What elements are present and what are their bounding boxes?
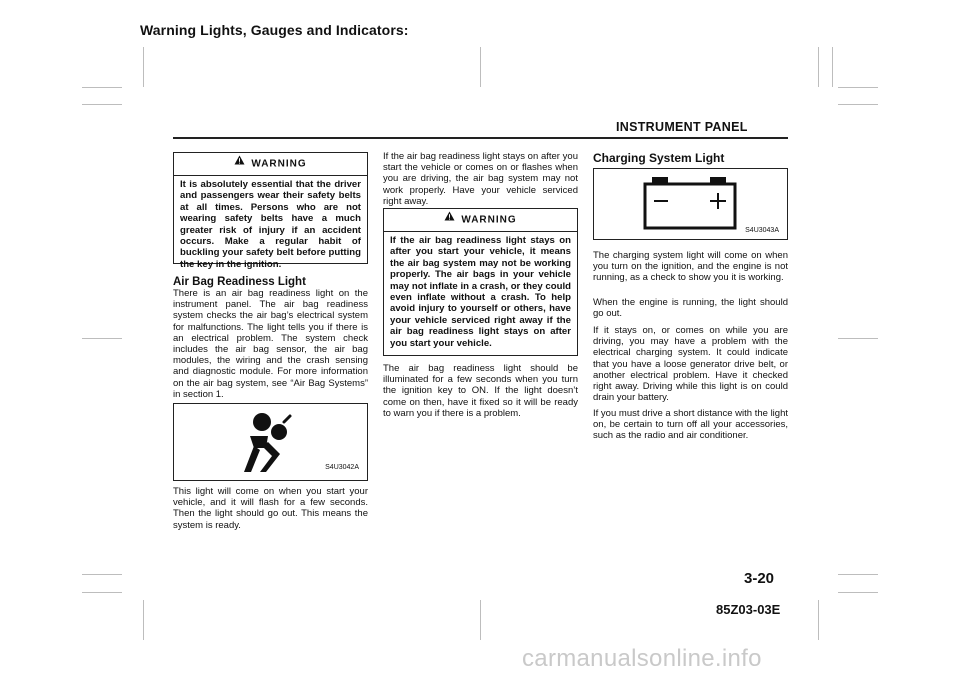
charging-paragraph-2: When the engine is running, the light should go out. (593, 297, 788, 320)
crop-mark (838, 338, 878, 339)
crop-mark (818, 47, 819, 87)
middle-paragraph-1: If the air bag readiness light stays on after you start the vehicle or comes on or flashes when you are driving, the air bag system may not work properly. Have your vehicle serviced right away. (383, 151, 578, 207)
warning-label: WARNING (251, 158, 307, 170)
charging-paragraph-4: If you must drive a short distance with the light on, be certain to turn off all your accessories, such as the radio and air conditioner. (593, 408, 788, 442)
airbag-paragraph-2: This light will come on when you start your vehicle, and it will flash for a few seconds. Then the light should go out. This means the system is ready. (173, 486, 368, 531)
crop-mark (838, 87, 878, 88)
warning-header (174, 153, 367, 176)
crop-mark (82, 87, 122, 88)
warning-header (384, 209, 577, 232)
running-header-title: Warning Lights, Gauges and Indicators: (140, 22, 409, 38)
warning-triangle-icon (444, 208, 455, 230)
crop-mark (480, 600, 481, 640)
crop-mark (143, 600, 144, 640)
section-title: INSTRUMENT PANEL (616, 120, 748, 134)
watermark: carmanualsonline.info (522, 645, 762, 672)
airbag-person-icon (232, 410, 312, 476)
warning-text: It is absolutely essential that the driver and passengers wear their safety belts at all times. Persons who are not wearing safety belts have a much greater risk of injury if an accident occurs. Make a regular habit of buckling your safety belt before putting the key in the ignition. (180, 179, 361, 270)
figure-code: S4U3043A (745, 227, 779, 234)
charging-heading: Charging System Light (593, 151, 725, 165)
crop-mark (838, 104, 878, 105)
airbag-figure (173, 403, 368, 481)
warning-box-safety-belt (173, 152, 368, 270)
crop-mark (82, 574, 122, 575)
warning-box-airbag (383, 208, 578, 356)
crop-mark (480, 47, 481, 87)
crop-mark (82, 104, 122, 105)
header-rule (173, 137, 788, 139)
middle-paragraph-2: The air bag readiness light should be illuminated for a few seconds when you turn the ignition key to ON. If the light doesn’t come on then, have it fixed so it will be ready to warn you if there is a problem. (383, 363, 578, 419)
airbag-paragraph-1: There is an air bag readiness light on the instrument panel. The air bag readiness system checks the air bag’s electrical system for malfunctions. The light tells you if there is an electrical problem. The system check includes the air bag sensor, the air bag modules, the wiring and the crash sensing and diagnostic module. For more information on the air bag system, see “Air Bag Systems” in section 1. (173, 288, 368, 400)
crop-mark (82, 338, 122, 339)
charging-paragraph-3: If it stays on, or comes on while you are driving, you may have a problem with the electrical charging system. It could indicate that you have a loose generator drive belt, or another electrical problem. Have it checked right away. Driving while this light is on could drain your battery. (593, 325, 788, 404)
battery-icon (642, 174, 752, 230)
crop-mark (832, 47, 833, 87)
crop-mark (838, 592, 878, 593)
warning-text: If the air bag readiness light stays on after you start your vehicle, it means the air bag system may not be working properly. The air bags in your vehicle may not inflate in a crash, or they could even inflate without a crash. To help avoid injury to yourself or others, have your vehicle serviced right away if the air bag readiness light stays on after you start your vehicle. (390, 235, 571, 349)
warning-label: WARNING (461, 214, 517, 226)
crop-mark (818, 600, 819, 640)
airbag-heading: Air Bag Readiness Light (173, 276, 306, 288)
crop-mark (143, 47, 144, 87)
charging-paragraph-1: The charging system light will come on when you turn on the ignition, and the engine is not running, as a check to show you it is working. (593, 250, 788, 284)
charging-figure (593, 168, 788, 240)
figure-code: S4U3042A (325, 464, 359, 471)
crop-mark (838, 574, 878, 575)
document-code: 85Z03-03E (716, 602, 781, 617)
page-number: 3-20 (744, 570, 775, 587)
crop-mark (82, 592, 122, 593)
warning-triangle-icon (234, 152, 245, 174)
